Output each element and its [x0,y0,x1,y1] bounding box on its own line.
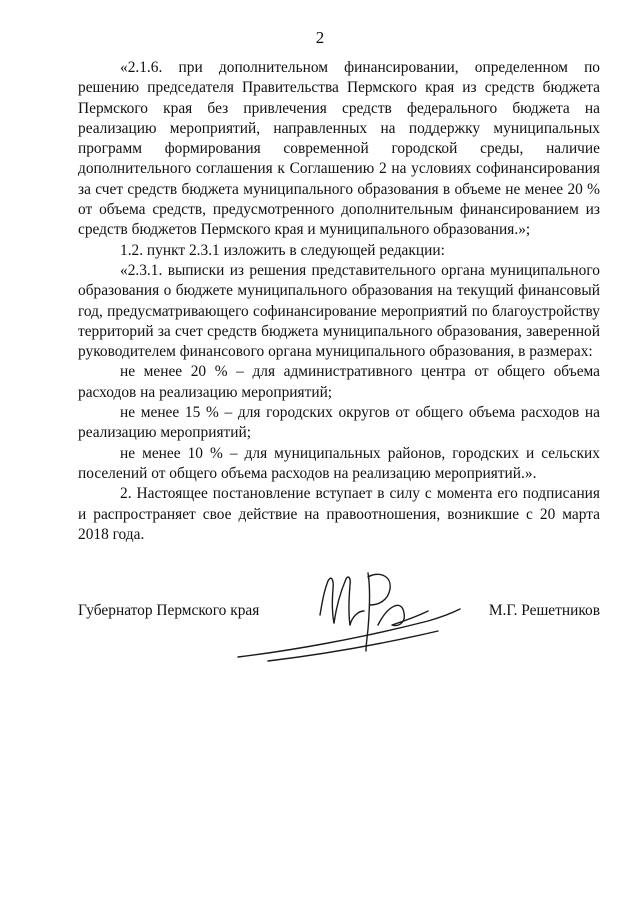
paragraph-rate-15: не менее 15 % – для городских округов от общего объема расходов на реализацию мероприятий; [78,404,600,442]
paragraph-clause-2-3-1: «2.3.1. выписки из решения представительного органа муниципального образования о бюджете муниципального образования на текущий финансовый год, предусматривающего софинансирование мероприятий по благоустройству территорий за счет средств бюджета муниципального образования, заверенной руководителем финансового органа муниципального образования, в размерах: [78,261,600,361]
paragraph-item-1-2: 1.2. пункт 2.3.1 изложить в следующей редакции: [120,241,445,259]
signer-name: М.Г. Решетников [488,602,600,619]
paragraph-clause-2-1-6: «2.1.6. при дополнительном финансировании, определенном по решению председателя Правительства Пермского края из средств бюджета Пермского края без привлечения средств федерального бюджета на реализацию мероприятий, направленных на поддержку муниципальных программ формирования современной городской среды, наличие дополнительного соглашения к Соглашению 2 на условиях софинансирования за счет средств бюджета муниципального образования в объеме не менее 20 % от объема средств, предусмотренного дополнительным финансированием из средств бюджетов Пермского края и муниципального образования.»; [78,59,600,239]
document-body [78,58,600,545]
paragraph-rate-10: не менее 10 % – для муниципальных районов, городских и сельских поселений от общего объема расходов на реализацию мероприятий.». [78,444,600,482]
paragraph-rate-20: не менее 20 % – для административного центра от общего объема расходов на реализацию мероприятий; [78,363,600,401]
handwritten-signature [228,565,468,665]
signature-block [78,565,600,675]
page-number: 2 [315,28,325,47]
paragraph-effective-date: 2. Настоящее постановление вступает в силу с момента его подписания и распространяет свое действие на правоотношения, возникшие с 20 марта 2018 года. [78,485,600,543]
signer-position: Губернатор Пермского края [78,602,260,619]
